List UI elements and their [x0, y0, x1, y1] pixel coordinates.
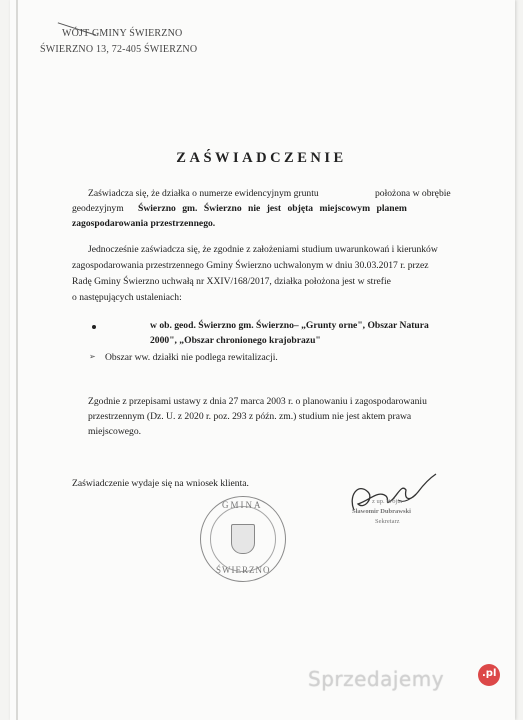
- seal-bottom-text: ŚWIERZNO: [216, 565, 271, 575]
- signature-stamp-line1: z up. Wójta: [372, 498, 403, 505]
- bullet-dot-icon: [92, 325, 96, 329]
- bullet2-text: Obszar ww. działki nie podlega rewitalizacji.: [105, 352, 278, 363]
- page-edge: [16, 0, 18, 720]
- bullet1-line2: 2000", „Obszar chronionego krajobrazu": [150, 335, 321, 346]
- p2-line2: zagospodarowania przestrzennego Gminy Świerzno uchwalonym w dniu 30.03.2017 r. przez: [72, 260, 429, 271]
- bullet1-line1: w ob. geod. Świerzno gm. Świerzno– „Grunty orne", Obszar Natura: [150, 320, 429, 331]
- p1-line2-b: Świerzno gm. Świerzno nie jest objęta miejscowym planem: [138, 203, 407, 214]
- office-address: ŚWIERZNO 13, 72-405 ŚWIERZNO: [40, 44, 198, 55]
- p3-line1: Zgodnie z przepisami ustawy z dnia 27 marca 2003 r. o planowaniu i zagospodarowaniu: [88, 396, 427, 407]
- p1-line2-a: geodezyjnym: [72, 203, 124, 214]
- p3-line2: przestrzennym (Dz. U. z 2020 r. poz. 293 z późn. zm.) studium nie jest aktem prawa: [88, 411, 412, 422]
- p1-line1-b: położona w obrębie: [375, 188, 451, 199]
- arrow-bullet-icon: ➢: [89, 352, 96, 361]
- watermark-text: Sprzedajemy: [308, 667, 445, 691]
- p1-line1-a: Zaświadcza się, że działka o numerze ewidencyjnym gruntu: [88, 188, 319, 199]
- p2-line4: o następujących ustaleniach:: [72, 292, 182, 303]
- office-name: WÓJT GMINY ŚWIERZNO: [62, 28, 183, 39]
- p1-line3: zagospodarowania przestrzennego.: [72, 218, 216, 229]
- seal-crest-icon: [231, 524, 255, 554]
- closing-line: Zaświadczenie wydaje się na wniosek klienta.: [72, 478, 249, 489]
- watermark-suffix: .pl: [482, 668, 497, 679]
- p2-line1: Jednocześnie zaświadcza się, że zgodnie z założeniami studium uwarunkowań i kierunków: [88, 244, 438, 255]
- signature-stamp-line3: Sekretarz: [375, 518, 400, 525]
- document-title: ZAŚWIADCZENIE: [176, 150, 347, 166]
- p2-line3: Radę Gminy Świerzno uchwałą nr XXIV/168/2017, działka położona jest w strefie: [72, 276, 391, 287]
- p3-line3: miejscowego.: [88, 426, 142, 437]
- seal-top-text: GMINA: [222, 500, 263, 510]
- signature-stamp-line2: Sławomir Dubrawski: [352, 508, 411, 515]
